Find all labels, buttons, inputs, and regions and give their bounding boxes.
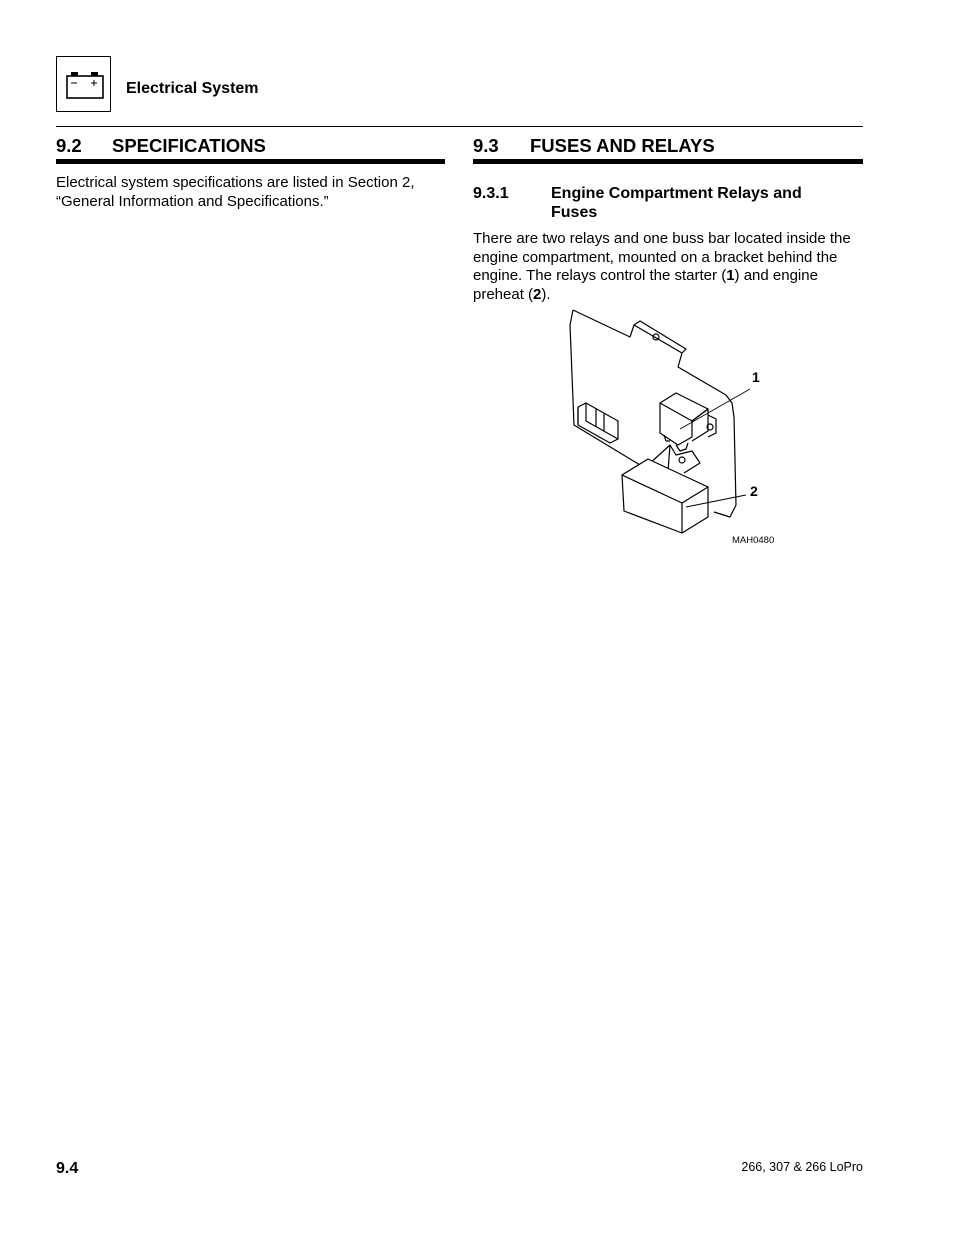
footer-models: 266, 307 & 266 LoPro — [741, 1160, 863, 1174]
subheading-line: Fuses — [551, 204, 598, 221]
heading-9-3 — [473, 135, 863, 159]
heading-rule — [473, 159, 863, 164]
relays-paragraph — [473, 230, 865, 305]
heading-9-2 — [56, 135, 445, 159]
specifications-paragraph — [56, 174, 445, 211]
subheading-number: 9.3.1 — [473, 185, 509, 202]
figure-code: MAH0480 — [732, 535, 775, 546]
relay-bracket-illustration — [560, 305, 790, 550]
text-run: engine. The relays control the starter ( — [473, 267, 727, 285]
battery-icon — [57, 57, 110, 111]
text-run: preheat ( — [473, 286, 534, 304]
subheading-title — [551, 184, 863, 222]
bold-ref: 1 — [726, 267, 735, 285]
subheading-line: Engine Compartment Relays and — [551, 185, 802, 202]
section-label: Electrical System — [126, 80, 259, 97]
heading-number: 9.3 — [473, 135, 499, 156]
paragraph-line — [473, 267, 865, 286]
section-icon-box — [56, 56, 111, 112]
callout-2: 2 — [750, 483, 758, 499]
heading-rule — [56, 159, 445, 164]
text-run: ). — [541, 286, 551, 304]
bold-ref: 2 — [533, 286, 542, 304]
header-rule — [56, 126, 863, 127]
paragraph-line: Electrical system specifications are listed in Section 2, — [56, 174, 415, 191]
text-run: ) and engine — [734, 267, 818, 285]
paragraph-line — [473, 286, 865, 305]
heading-title: SPECIFICATIONS — [112, 135, 266, 156]
page-number: 9.4 — [56, 1160, 79, 1177]
paragraph-line: There are two relays and one buss bar located inside the — [473, 230, 851, 247]
heading-number: 9.2 — [56, 135, 82, 156]
paragraph-line: “General Information and Specifications.” — [56, 192, 329, 210]
callout-1: 1 — [752, 369, 760, 385]
heading-title: FUSES AND RELAYS — [530, 135, 715, 156]
paragraph-line: engine compartment, mounted on a bracket behind the — [473, 248, 838, 266]
